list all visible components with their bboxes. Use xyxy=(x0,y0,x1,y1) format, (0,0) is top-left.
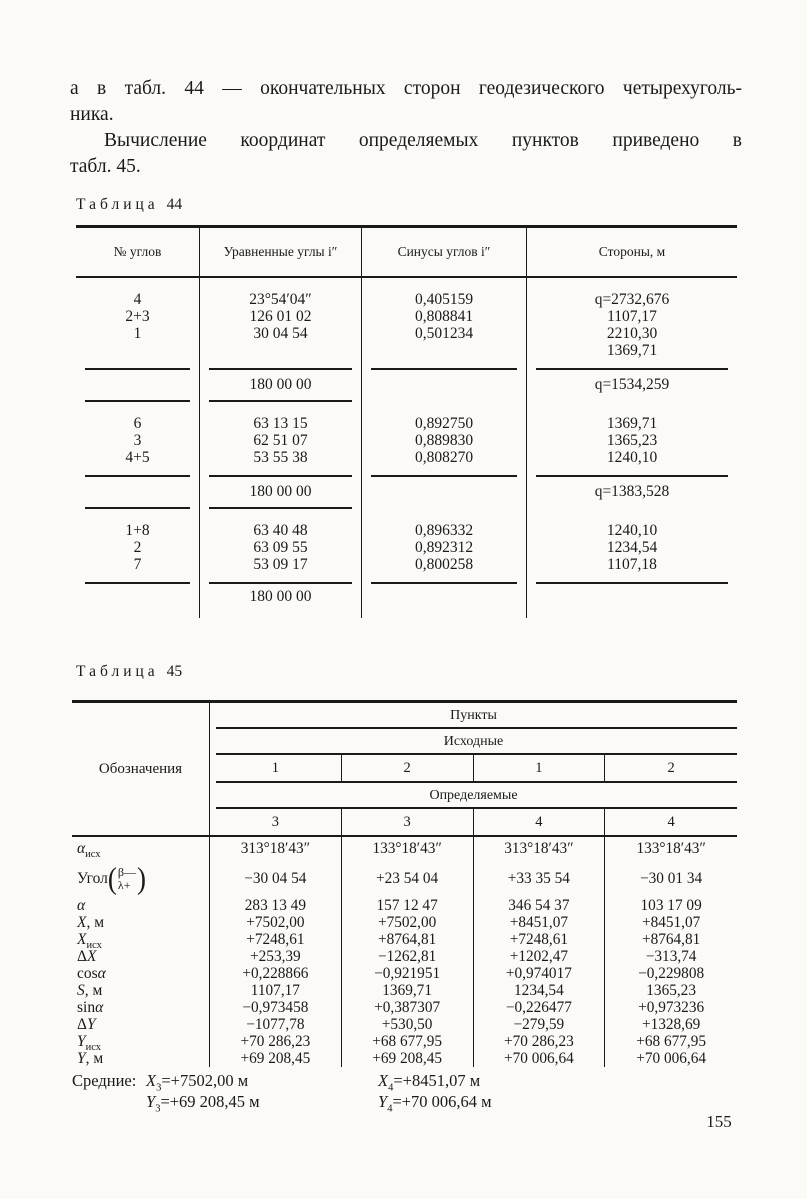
cell-value: +0,973236 xyxy=(638,999,705,1016)
table-row xyxy=(72,965,737,982)
intro-line: табл. 45. xyxy=(70,156,141,177)
means-point-3 xyxy=(146,1070,260,1115)
t44-sum-row xyxy=(76,370,737,400)
cell-value: 1+8 xyxy=(125,522,150,539)
cell-value: +8764,81 xyxy=(641,931,701,948)
cell-value: −313,74 xyxy=(645,948,697,965)
cell-value: +69 208,45 xyxy=(210,1050,342,1067)
t45-point-number: 1 xyxy=(210,755,342,781)
cell-value: +70 006,64 xyxy=(636,1050,707,1067)
cell-value: 62 51 07 xyxy=(253,432,308,449)
t45-point-number: 3 xyxy=(210,809,342,835)
table-45-title-word: Таблица xyxy=(76,663,159,680)
table-row xyxy=(72,1016,737,1033)
t44-sides xyxy=(527,509,737,582)
cell-value: +7502,00 xyxy=(210,914,342,931)
cell-value: +0,387307 xyxy=(342,999,474,1016)
t45-point-number: 1 xyxy=(474,755,606,781)
cell-value: 4+5 xyxy=(125,449,150,466)
intro-line: а в табл. 44 — окончательных сторон геодезического четырехуголь- xyxy=(70,78,742,99)
cell-value: 1369,71 xyxy=(606,415,658,432)
cell-value: 346 54 37 xyxy=(474,897,606,914)
mean-value: $X_3=+7502,00$ м xyxy=(146,1071,249,1094)
cell-value: 7 xyxy=(133,556,142,573)
cell-value: 2+3 xyxy=(125,308,150,325)
t45-point-number: 2 xyxy=(342,755,474,781)
cell-value: −30 01 34 xyxy=(640,870,703,887)
cell-value: 1234,54 xyxy=(474,982,606,999)
t44-group-2-rows xyxy=(76,402,737,475)
cell-value: 133°18′43″ xyxy=(636,840,706,857)
cell-value: 1369,71 xyxy=(606,342,658,359)
row-label: cosα xyxy=(72,965,210,982)
row-label: $\alpha_{исх}$ xyxy=(72,837,210,860)
intro-paragraph xyxy=(70,76,742,180)
t44-sines xyxy=(362,509,527,582)
cell-value: +0,228866 xyxy=(210,965,342,982)
t44-sides xyxy=(527,278,737,368)
t45-source-header: Исходные xyxy=(443,734,504,749)
t45-designations-header: Обозначения xyxy=(72,703,210,835)
row-label: X, м xyxy=(72,914,210,931)
table-row xyxy=(72,1033,737,1054)
row-label-angle-correction: Угол ( β— λ+ ) xyxy=(72,860,210,897)
t44-angles xyxy=(200,278,362,368)
table-row xyxy=(72,897,737,914)
cell-value: 1107,17 xyxy=(607,308,657,325)
table-row xyxy=(72,931,737,952)
cell-value: +68 677,95 xyxy=(636,1033,707,1050)
cell-value: −0,229808 xyxy=(638,965,705,982)
t44-sum-row xyxy=(76,477,737,507)
cell-value: 1240,10 xyxy=(606,449,658,466)
mean-value: $Y_4=+70$ 006,64 м xyxy=(378,1092,492,1115)
cell-value: 1107,17 xyxy=(210,982,342,999)
t45-header xyxy=(72,703,737,837)
cell-value: 23°54′04″ xyxy=(249,291,312,308)
t44-sides xyxy=(527,402,737,475)
cell-value: +70 286,23 xyxy=(474,1033,606,1050)
t44-sines xyxy=(362,278,527,368)
table-45-title-number: 45 xyxy=(166,663,183,680)
cell-value: −279,59 xyxy=(474,1016,606,1033)
cell-value: +70 006,64 xyxy=(474,1050,606,1067)
cell-value: +33 35 54 xyxy=(474,860,606,897)
cell-value: 0,889830 xyxy=(414,432,474,449)
cell-value: 1234,54 xyxy=(606,539,658,556)
cell-value: 1240,10 xyxy=(606,522,658,539)
cell-value: −1077,78 xyxy=(210,1016,342,1033)
t44-angle-numbers xyxy=(76,509,200,582)
table-44-title-word: Таблица xyxy=(76,196,159,213)
table-row xyxy=(72,837,737,860)
table-row xyxy=(72,914,737,931)
t45-point-number: 4 xyxy=(474,809,606,835)
table-row xyxy=(72,982,737,999)
cell-value: 1365,23 xyxy=(606,432,658,449)
t44-angles xyxy=(200,509,362,582)
table-44-title-number: 44 xyxy=(166,196,183,213)
cell-value: +253,39 xyxy=(210,948,342,965)
cell-value: +8764,81 xyxy=(342,931,474,948)
t44-angle-sum: 180 00 00 xyxy=(200,584,362,618)
cell-value: 103 17 09 xyxy=(640,897,702,914)
cell-value: 157 12 47 xyxy=(342,897,474,914)
t44-angle-numbers xyxy=(76,278,200,368)
cell-value: +7502,00 xyxy=(342,914,474,931)
cell-value: +0,974017 xyxy=(474,965,606,982)
t45-point-number: 3 xyxy=(342,809,474,835)
row-label: Y, м xyxy=(72,1050,210,1067)
cell-value: 0,501234 xyxy=(414,325,474,342)
cell-value: −1262,81 xyxy=(342,948,474,965)
t44-q-value: q=1534,259 xyxy=(594,376,670,393)
t44-angle-numbers xyxy=(76,402,200,475)
cell-value: 63 40 48 xyxy=(253,522,308,539)
cell-value: 0,808270 xyxy=(414,449,474,466)
cell-value: +7248,61 xyxy=(210,931,342,948)
cell-value: +1202,47 xyxy=(474,948,606,965)
cell-value: 1365,23 xyxy=(646,982,696,999)
cell-value: 1107,18 xyxy=(607,556,657,573)
row-label: ΔX xyxy=(72,948,210,965)
cell-value: 126 01 02 xyxy=(249,308,312,325)
row-label: $X_{исх}$ xyxy=(72,931,210,948)
t44-header-sines: Синусы углов i″ xyxy=(362,228,527,278)
row-label: ΔY xyxy=(72,1016,210,1033)
t44-q-value: q=1383,528 xyxy=(594,483,670,500)
cell-value: 63 09 55 xyxy=(253,539,308,556)
t44-angles xyxy=(200,402,362,475)
cell-value: 313°18′43″ xyxy=(210,837,342,860)
cell-value: +70 286,23 xyxy=(210,1033,342,1050)
cell-value: 1 xyxy=(133,325,142,342)
cell-value: 1369,71 xyxy=(342,982,474,999)
t44-header-angle-no: № углов xyxy=(76,228,200,278)
t44-sines xyxy=(362,402,527,475)
intro-line: ника. xyxy=(70,104,114,125)
cell-value: −0,226477 xyxy=(474,999,606,1016)
cell-value: 0,808841 xyxy=(414,308,474,325)
cell-value: 2 xyxy=(133,539,142,556)
page-number: 155 xyxy=(706,1112,732,1131)
table-row xyxy=(72,948,737,965)
t45-point-number: 4 xyxy=(667,814,675,830)
t44-group-1-rows xyxy=(76,278,737,368)
mean-coordinates xyxy=(72,1070,672,1116)
t45-determined-header: Определяемые xyxy=(429,788,518,803)
cell-value: −0,973458 xyxy=(210,999,342,1016)
cell-value: +8451,07 xyxy=(641,914,701,931)
t45-point-number: 2 xyxy=(667,760,675,776)
cell-value: +68 677,95 xyxy=(342,1033,474,1050)
cell-value: 0,405159 xyxy=(414,291,474,308)
cell-value: +1328,69 xyxy=(641,1016,701,1033)
cell-value: 0,800258 xyxy=(414,556,474,573)
t44-group-3-rows xyxy=(76,509,737,582)
cell-value: −0,921951 xyxy=(342,965,474,982)
cell-value: +7248,61 xyxy=(474,931,606,948)
open-paren: ( xyxy=(107,860,117,896)
row-label: sinα xyxy=(72,999,210,1016)
cell-value: 0,892750 xyxy=(414,415,474,432)
t44-header-row xyxy=(76,228,737,278)
cell-value: −30 04 54 xyxy=(210,860,342,897)
close-paren: ) xyxy=(136,860,146,896)
cell-value: 133°18′43″ xyxy=(342,837,474,860)
t44-angle-sum: 180 00 00 xyxy=(200,370,362,400)
table-row xyxy=(72,1050,737,1067)
mean-value: $Y_3=+69$ 208,45 м xyxy=(146,1092,260,1115)
t45-points-header: Пункты xyxy=(450,708,497,723)
table-45-title xyxy=(76,663,182,681)
t45-source-numbers xyxy=(210,755,737,781)
cell-value: 53 55 38 xyxy=(253,449,308,466)
cell-value: q=2732,676 xyxy=(594,291,670,308)
row-label: α xyxy=(72,897,210,914)
cell-value: 0,896332 xyxy=(414,522,474,539)
cell-value: 0,892312 xyxy=(414,539,474,556)
t44-header-sides: Стороны, м xyxy=(527,228,737,278)
t44-q-value xyxy=(527,584,737,618)
cell-value: 6 xyxy=(133,415,142,432)
cell-value: 283 13 49 xyxy=(210,897,342,914)
table-44-title xyxy=(76,196,182,214)
cell-value: +530,50 xyxy=(342,1016,474,1033)
cell-value: 313°18′43″ xyxy=(474,837,606,860)
intro-line: Вычисление координат определяемых пунктов приведено в xyxy=(104,130,742,151)
cell-value: +69 208,45 xyxy=(342,1050,474,1067)
t45-determined-numbers xyxy=(210,809,737,835)
cell-value: 63 13 15 xyxy=(253,415,308,432)
means-point-4 xyxy=(378,1070,492,1115)
cell-value: +23 54 04 xyxy=(342,860,474,897)
table-row xyxy=(72,999,737,1016)
t44-sum-row xyxy=(76,584,737,618)
t44-angle-sum: 180 00 00 xyxy=(200,477,362,507)
table-row xyxy=(72,860,737,897)
cell-value: 2210,30 xyxy=(606,325,658,342)
table-44 xyxy=(76,225,737,618)
cell-value: 3 xyxy=(133,432,142,449)
mean-value: $X_4=+8451,07$ м xyxy=(378,1071,481,1094)
cell-value: 53 09 17 xyxy=(253,556,308,573)
cell-value: 4 xyxy=(133,291,142,308)
row-label: $Y_{исх}$ xyxy=(72,1033,210,1050)
row-label: S, м xyxy=(72,982,210,999)
table-45 xyxy=(72,700,737,1067)
t44-header-adjusted-angles: Уравненные углы i″ xyxy=(200,228,362,278)
cell-value: +8451,07 xyxy=(474,914,606,931)
means-label: Средние: xyxy=(72,1071,137,1090)
cell-value: 30 04 54 xyxy=(253,325,308,342)
